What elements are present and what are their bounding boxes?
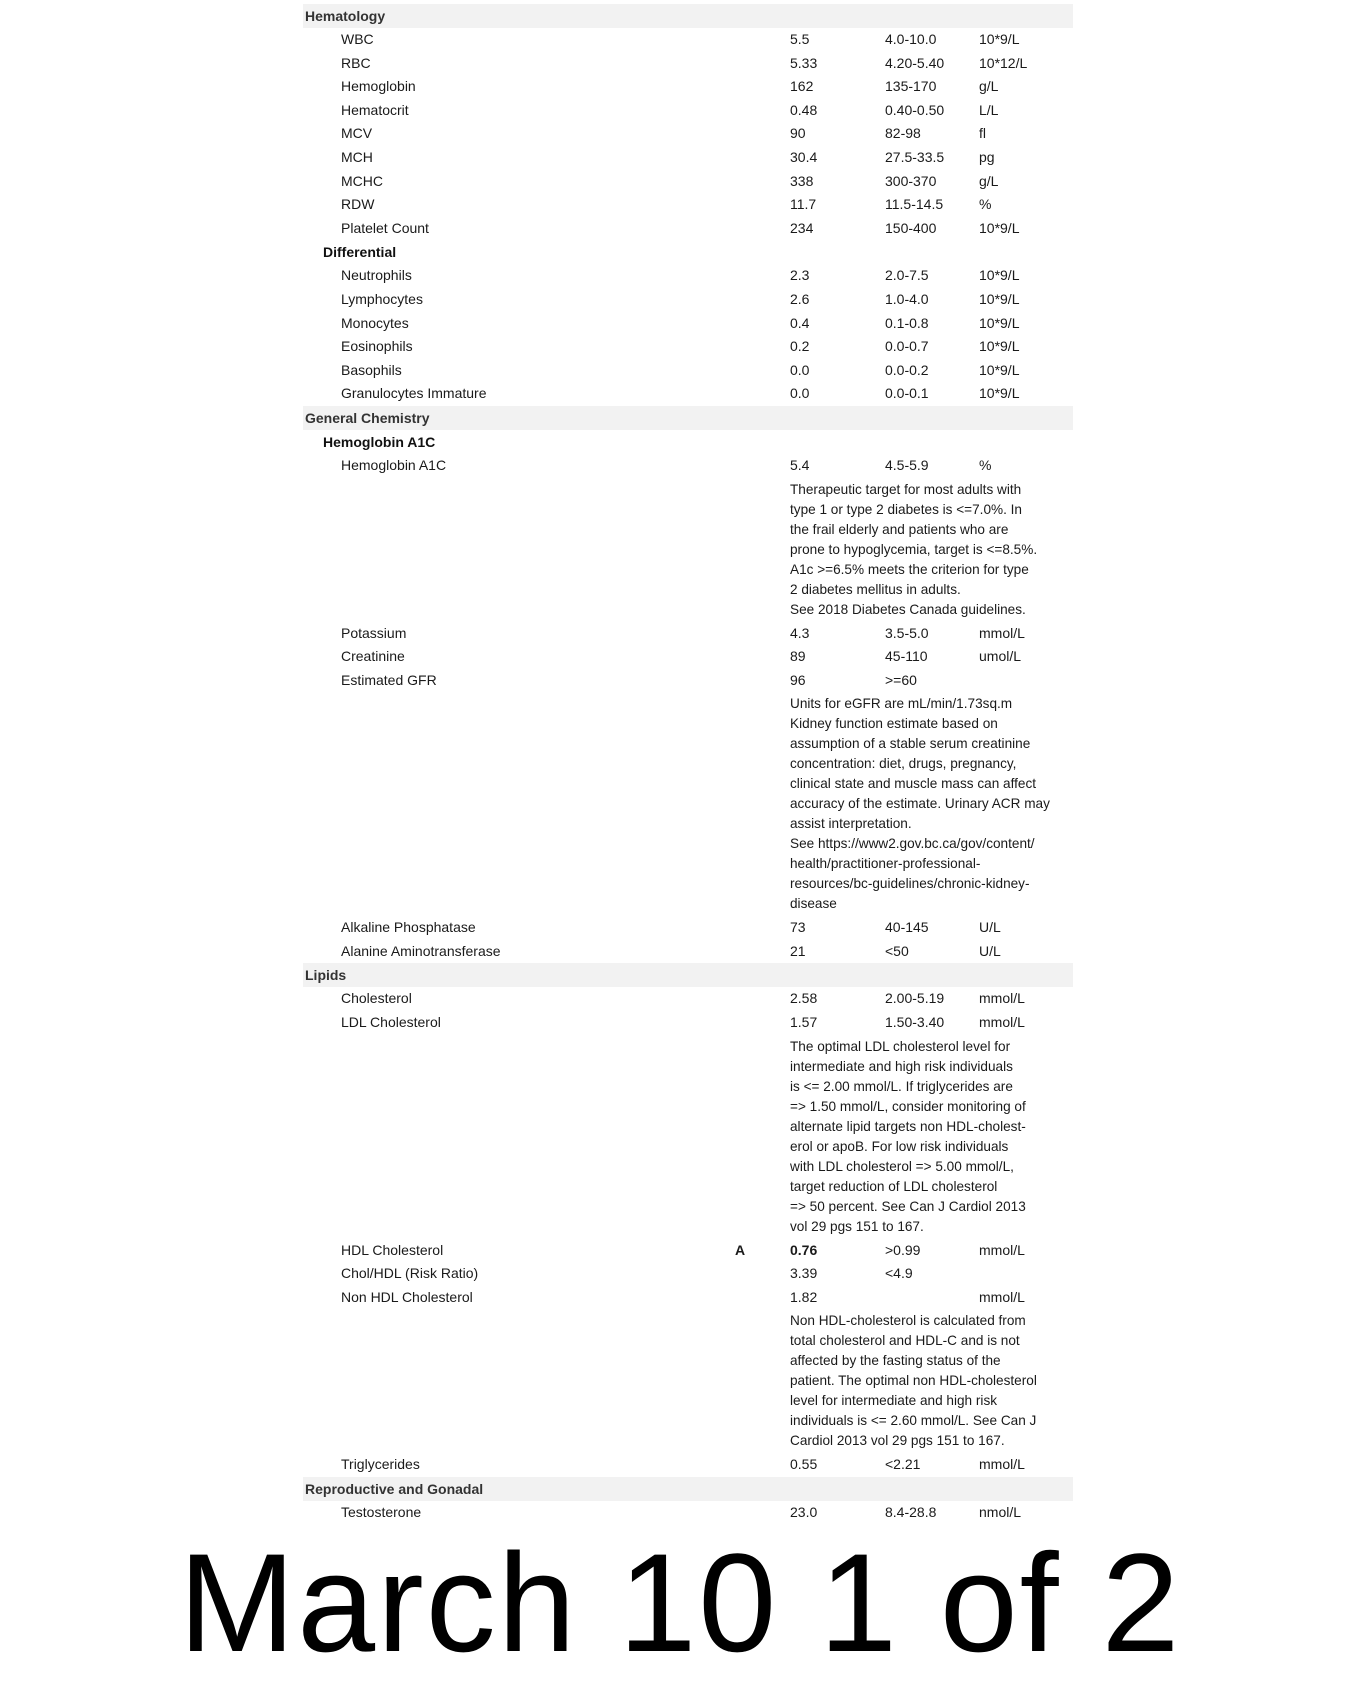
result-value: 2.58 — [790, 990, 818, 1007]
result-row — [303, 312, 1073, 336]
test-name: Alkaline Phosphatase — [341, 919, 476, 936]
test-name: HDL Cholesterol — [341, 1241, 444, 1258]
reference-range: 2.00-5.19 — [885, 990, 945, 1007]
result-row — [303, 146, 1073, 170]
test-name: Eosinophils — [341, 338, 413, 355]
result-row — [303, 335, 1073, 359]
test-name: Lymphocytes — [341, 290, 423, 307]
test-name: Granulocytes Immature — [341, 385, 487, 402]
reference-range: 135-170 — [885, 78, 937, 95]
test-name: Hemoglobin — [341, 78, 416, 95]
result-unit: 10*9/L — [979, 361, 1020, 378]
test-name: WBC — [341, 31, 374, 47]
result-unit: g/L — [979, 172, 999, 189]
result-row — [303, 264, 1073, 288]
reference-range: >0.99 — [885, 1241, 921, 1258]
test-name: MCV — [341, 125, 373, 142]
reference-range: 1.0-4.0 — [885, 290, 929, 307]
result-row — [303, 1239, 1073, 1263]
result-row — [303, 669, 1073, 693]
result-row — [303, 382, 1073, 406]
report-section — [303, 1477, 1073, 1525]
section-header: Lipids — [303, 963, 1073, 987]
result-unit: U/L — [979, 942, 1001, 959]
reference-range: 300-370 — [885, 172, 937, 189]
section-header: Reproductive and Gonadal — [303, 1477, 1073, 1501]
test-name: RDW — [341, 196, 375, 213]
result-value: 2.6 — [790, 290, 810, 307]
reference-range: 4.5-5.9 — [885, 456, 929, 473]
result-value: 1.57 — [790, 1014, 818, 1031]
result-row — [303, 288, 1073, 312]
result-value: 0.4 — [790, 314, 810, 331]
reference-range: 150-400 — [885, 219, 937, 236]
result-value: 338 — [790, 172, 814, 189]
test-name: Cholesterol — [341, 990, 412, 1007]
reference-range: 2.0-7.5 — [885, 267, 929, 284]
test-name: Non HDL Cholesterol — [341, 1288, 473, 1305]
test-name: Estimated GFR — [341, 671, 437, 688]
result-unit: 10*12/L — [979, 54, 1028, 71]
reference-range: 0.40-0.50 — [885, 101, 945, 118]
result-value: 21 — [790, 942, 806, 959]
result-unit: mmol/L — [979, 990, 1025, 1007]
result-value: 5.33 — [790, 54, 818, 71]
test-name: LDL Cholesterol — [341, 1014, 441, 1031]
result-value: 2.3 — [790, 267, 810, 284]
reference-range: 82-98 — [885, 125, 921, 142]
result-unit: % — [979, 196, 992, 213]
result-row — [303, 940, 1073, 964]
result-unit: mmol/L — [979, 1456, 1025, 1473]
lab-report — [303, 4, 1073, 1525]
reference-range: <4.9 — [885, 1265, 913, 1282]
reference-range: 1.50-3.40 — [885, 1014, 945, 1031]
result-unit: 10*9/L — [979, 385, 1020, 402]
result-row — [303, 1453, 1073, 1477]
result-row — [303, 454, 1073, 478]
result-unit: 10*9/L — [979, 31, 1020, 47]
result-value: 89 — [790, 648, 806, 665]
result-value: 3.39 — [790, 1265, 818, 1282]
result-unit: fl — [979, 125, 986, 142]
test-name: RBC — [341, 54, 371, 71]
result-unit: mmol/L — [979, 1014, 1025, 1031]
result-value: 11.7 — [790, 196, 817, 213]
result-unit: g/L — [979, 78, 999, 95]
result-row — [303, 122, 1073, 146]
reference-range: >=60 — [885, 671, 917, 688]
test-name: Hemoglobin A1C — [341, 456, 447, 473]
test-name: Potassium — [341, 624, 407, 641]
result-row — [303, 1286, 1073, 1310]
report-section — [303, 963, 1073, 1477]
test-name: MCHC — [341, 172, 383, 189]
result-value: 4.3 — [790, 624, 810, 641]
reference-range: 40-145 — [885, 919, 929, 936]
result-row — [303, 52, 1073, 76]
page-caption: March 10 1 of 2 — [178, 1524, 1182, 1681]
result-value: 0.2 — [790, 338, 810, 355]
test-name: Alanine Aminotransferase — [341, 942, 501, 959]
result-value: 5.5 — [790, 31, 810, 47]
result-unit: 10*9/L — [979, 219, 1020, 236]
result-value: 162 — [790, 78, 814, 95]
result-value: 1.82 — [790, 1288, 818, 1305]
report-section — [303, 406, 1073, 964]
result-unit: 10*9/L — [979, 290, 1020, 307]
reference-range: 45-110 — [885, 648, 928, 665]
reference-range: 11.5-14.5 — [885, 196, 944, 213]
result-value: 30.4 — [790, 148, 818, 165]
test-name: Hematocrit — [341, 101, 409, 118]
result-value: 0.0 — [790, 385, 810, 402]
result-value: 234 — [790, 219, 814, 236]
result-row — [303, 99, 1073, 123]
reference-range: 4.20-5.40 — [885, 54, 945, 71]
result-unit: U/L — [979, 919, 1001, 936]
result-row — [303, 645, 1073, 669]
result-value: 0.48 — [790, 101, 818, 118]
test-name: Testosterone — [341, 1504, 422, 1521]
result-row — [303, 916, 1073, 940]
result-row — [303, 75, 1073, 99]
reference-range: 0.1-0.8 — [885, 314, 929, 331]
result-row — [303, 1501, 1073, 1525]
reference-range: 0.0-0.7 — [885, 338, 929, 355]
result-unit: 10*9/L — [979, 267, 1020, 284]
result-unit: % — [979, 456, 992, 473]
reference-range: 0.0-0.1 — [885, 385, 929, 402]
result-comment: The optimal LDL cholesterol level for intermediate and high risk individuals is <= 2.00 mmol/L. If triglycerides are => 1.50 mmol/L, consider monitoring of alternate lipid targets non HDL-cholest- erol or apoB. For low risk individuals with LDL cholesterol => 5.00 mmol/L, target reduction of LDL cholesterol => 50 percent. See Can J Cardiol 2013 vol 29 pgs 151 to 167. — [790, 1038, 1026, 1234]
result-row — [303, 622, 1073, 646]
test-name: Basophils — [341, 361, 402, 378]
reference-range: <50 — [885, 942, 909, 959]
result-value: 96 — [790, 671, 806, 688]
result-unit: pg — [979, 148, 995, 165]
result-row — [303, 987, 1073, 1011]
test-name: Monocytes — [341, 314, 409, 331]
report-section — [303, 4, 1073, 406]
result-comment: Non HDL-cholesterol is calculated from total cholesterol and HDL-C and is not affected by the fasting status of the patient. The optimal non HDL-cholesterol level for intermediate and high risk individuals is <= 2.60 mmol/L. See Can J Cardiol 2013 vol 29 pgs 151 to 167. — [790, 1313, 1037, 1449]
section-header: Hematology — [303, 4, 1073, 28]
test-name: Chol/HDL (Risk Ratio) — [341, 1265, 479, 1282]
subgroup-header: Differential — [323, 244, 397, 261]
result-value: 90 — [790, 125, 806, 142]
result-value: 0.76 — [790, 1241, 818, 1258]
result-row — [303, 28, 1073, 52]
result-unit: mmol/L — [979, 1288, 1025, 1305]
result-unit: mmol/L — [979, 1241, 1025, 1258]
reference-range: 4.0-10.0 — [885, 31, 937, 47]
result-unit: mmol/L — [979, 624, 1025, 641]
result-unit: 10*9/L — [979, 338, 1020, 355]
result-row — [303, 1011, 1073, 1035]
result-value: 23.0 — [790, 1504, 818, 1521]
result-unit: umol/L — [979, 648, 1022, 665]
result-value: 5.4 — [790, 456, 810, 473]
result-row — [303, 217, 1073, 241]
reference-range: <2.21 — [885, 1456, 921, 1473]
abnormal-flag: A — [735, 1241, 746, 1258]
result-unit: nmol/L — [979, 1504, 1022, 1521]
section-header: General Chemistry — [303, 406, 1073, 430]
reference-range: 8.4-28.8 — [885, 1504, 937, 1521]
result-value: 0.55 — [790, 1456, 818, 1473]
subgroup-header: Hemoglobin A1C — [323, 433, 436, 450]
result-value: 73 — [790, 919, 806, 936]
result-unit: L/L — [979, 101, 999, 118]
result-value: 0.0 — [790, 361, 810, 378]
result-comment: Therapeutic target for most adults with type 1 or type 2 diabetes is <=7.0%. In the frail elderly and patients who are prone to hypoglycemia, target is <=8.5%. A1c >=6.5% meets the criterion for type 2 diabetes mellitus in adults. See 2018 Diabetes Canada guidelines. — [790, 481, 1038, 617]
reference-range: 3.5-5.0 — [885, 624, 929, 641]
test-name: Platelet Count — [341, 219, 429, 236]
test-name: Triglycerides — [341, 1456, 420, 1473]
test-name: Neutrophils — [341, 267, 412, 284]
reference-range: 0.0-0.2 — [885, 361, 929, 378]
result-row — [303, 359, 1073, 383]
result-row — [303, 193, 1073, 217]
result-unit: 10*9/L — [979, 314, 1020, 331]
result-comment: Units for eGFR are mL/min/1.73sq.m Kidney function estimate based on assumption of a stable serum creatinine concentration: diet, drugs, pregnancy, clinical state and muscle mass can affect accuracy of the estimate. Urinary ACR may assist interpretation. See https://www2.gov.bc.ca/gov/content/ health/practitioner-professional- resources/bc-guidelines/chronic-kidney- disease — [790, 696, 1050, 912]
result-row — [303, 1262, 1073, 1286]
reference-range: 27.5-33.5 — [885, 148, 945, 165]
result-row — [303, 170, 1073, 194]
test-name: Creatinine — [341, 648, 405, 665]
test-name: MCH — [341, 148, 373, 165]
